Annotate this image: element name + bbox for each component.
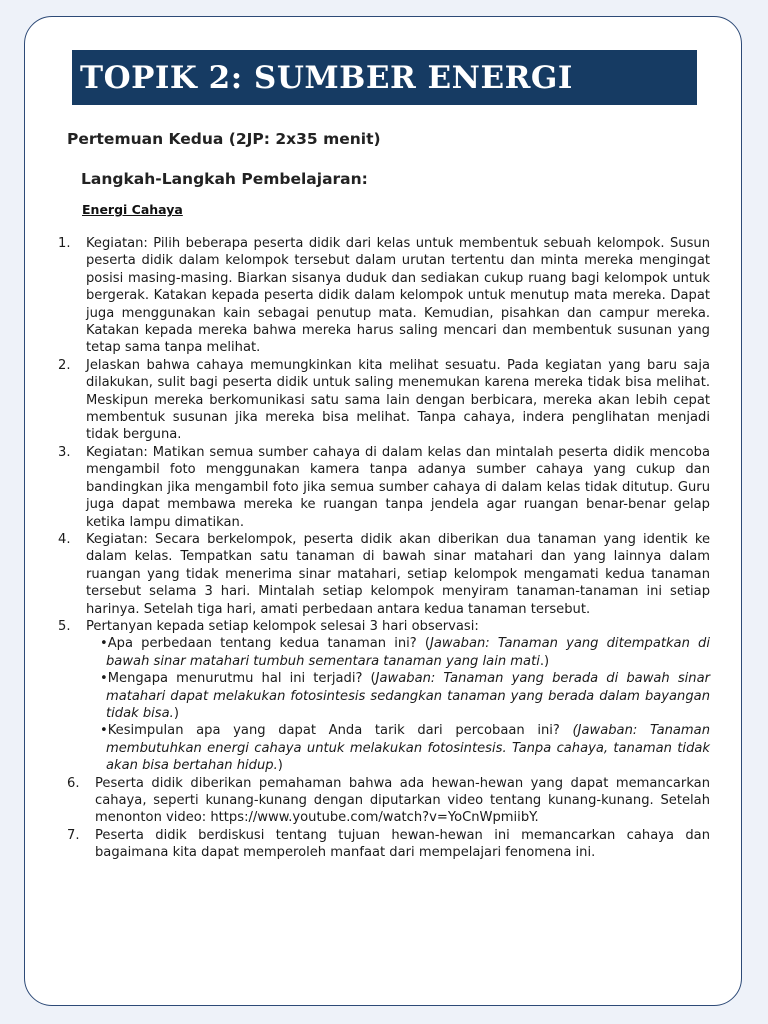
question-suffix: ) [173,705,179,721]
list-item [58,235,710,357]
list-item [67,827,710,862]
item-number: 5. [58,618,71,634]
item-number: 2. [58,357,71,373]
item-text: Kegiatan: Pilih beberapa peserta didik dari kelas untuk membentuk sebuah kelompok. Susun peserta didik dalam kelompok tersebut dalam urutan tertentu dan minta mereka mengingat posisi masing-masing. Biarkan sisanya duduk dan sediakan cukup ruang bagi kelompok untuk bergerak. Katakan kepada peserta didik dalam kelompok untuk menutup mata mereka. Dapat juga menggunakan kain sebagai penutup mata. Kemudian, pisahkan dan campur mereka. Katakan kepada mereka bahwa mereka harus saling mencari dan membentuk susunan yang tetap sama tanpa melihat. [86,236,710,356]
title-banner [72,50,697,105]
question-item [100,722,710,774]
question-item [100,635,710,670]
steps-heading: Langkah-Langkah Pembelajaran: [81,170,368,188]
question-prefix: •Apa perbedaan tentang kedua tanaman ini? ( [100,636,431,652]
question-suffix: .) [539,653,550,669]
item-number: 7. [67,827,80,843]
item-number: 6. [67,775,80,791]
question-answer: Jawaban: Tanaman yang ditempatkan di bawah sinar matahari tumbuh sementara tanaman yang lain mati [106,636,710,669]
item-text: Kegiatan: Secara berkelompok, peserta didik akan diberikan dua tanaman yang identik ke dalam kelas. Tempatkan satu tanaman di bawah sinar matahari dan yang lainnya dalam ruangan yang tidak menerima sinar matahari, setiap kelompok mengamati kedua tanaman tersebut selama 3 hari. Mintalah setiap kelompok menyiram tanaman-tanaman ini setiap harinya. Setelah tiga hari, amati perbedaan antara kedua tanaman tersebut. [86,531,710,617]
question-text [100,635,710,670]
question-text [100,670,710,722]
item-text: Peserta didik diberikan pemahaman bahwa ada hewan-hewan yang dapat memancarkan cahaya, seperti kunang-kunang dengan diputarkan video tentang kunang-kunang. Setelah menonton video: https://www.youtube.com/watch?v=YoCnWpmiibY. [95,775,710,826]
section-heading: Energi Cahaya [82,202,183,217]
question-answer: (Jawaban: Tanaman membutuhkan energi cahaya untuk melakukan fotosintesis. Tanpa cahaya, tanaman tidak akan bisa bertahan hidup. [106,723,710,774]
steps-list [0,235,768,862]
item-text: Jelaskan bahwa cahaya memungkinkan kita melihat sesuatu. Pada kegiatan yang baru saja dilakukan, sulit bagi peserta didik untuk saling menemukan karena mereka tidak bisa melihat. Meskipun mereka berkomunikasi satu sama lain dengan berbicara, mereka akan lebih cepat membentuk susunan jika mereka bisa melihat. Tanpa cahaya, indera penglihatan menjadi tidak berguna. [86,357,710,443]
list-item [58,357,710,444]
item-number: 1. [58,236,71,251]
question-prefix: •Kesimpulan apa yang dapat Anda tarik dari percobaan ini? [100,723,573,739]
question-prefix: •Mengapa menurutmu hal ini terjadi? ( [100,671,376,687]
item-text: Peserta didik berdiskusi tentang tujuan hewan-hewan ini memancarkan cahaya dan bagaimana kita dapat memperoleh manfaat dari mempelajari fenomena ini. [95,827,710,861]
item-number: 3. [58,444,71,460]
question-item [100,670,710,722]
question-text [100,722,710,774]
meeting-heading: Pertemuan Kedua (2JP: 2x35 menit) [67,130,381,148]
item-number: 4. [58,531,71,547]
list-item [58,444,710,531]
item-text: Kegiatan: Matikan semua sumber cahaya di dalam kelas dan mintalah peserta didik mencoba mengambil foto menggunakan kamera tanpa adanya sumber cahaya yang cukup dan bandingkan jika mengambil foto jika semua sumber cahaya di dalam kelas tidak ditutup. Guru juga dapat membawa mereka ke ruangan tanpa jendela agar ruangan benar-benar gelap ketika lampu dimatikan. [86,444,710,530]
list-item [67,775,710,827]
item-text: Pertanyan kepada setiap kelompok selesai 3 hari observasi: [86,618,479,634]
question-answer: Jawaban: Tanaman yang berada di bawah sinar matahari dapat melakukan fotosintesis sedangkan tanaman yang berada dalam bayangan tidak bisa. [106,671,710,721]
list-item [58,618,710,635]
list-item [58,531,710,618]
question-suffix: ) [277,758,283,774]
page-title: TOPIK 2: SUMBER ENERGI [80,59,573,96]
